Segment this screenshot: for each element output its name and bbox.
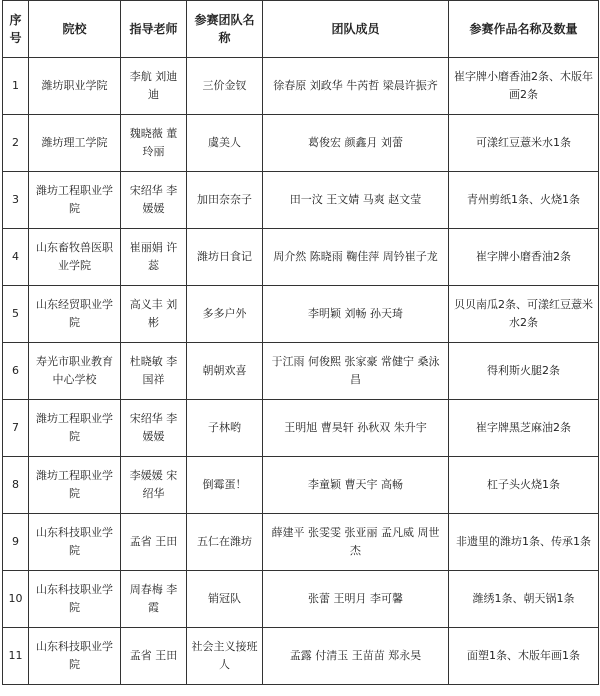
- cell-works: 杠子头火烧1条: [449, 457, 599, 514]
- cell-members: 于江雨 何俊熙 张家豪 常健宁 桑泳昌: [263, 343, 449, 400]
- cell-school: 山东科技职业学院: [29, 628, 121, 685]
- cell-works: 崔字牌小磨香油2条、木版年画2条: [449, 58, 599, 115]
- cell-seq: 5: [3, 286, 29, 343]
- cell-seq: 1: [3, 58, 29, 115]
- cell-teacher: 孟省 王田: [121, 514, 187, 571]
- cell-team: 销冠队: [187, 571, 263, 628]
- cell-works: 青州剪纸1条、火烧1条: [449, 172, 599, 229]
- cell-team: 倒霉蛋！: [187, 457, 263, 514]
- cell-school: 潍坊工程职业学院: [29, 400, 121, 457]
- cell-teacher: 孟省 王田: [121, 628, 187, 685]
- table-row: [3, 514, 599, 571]
- cell-works: 可漾红豆薏米水1条: [449, 115, 599, 172]
- cell-teacher: 宋绍华 李媛媛: [121, 400, 187, 457]
- col-header-works: 参赛作品名称及数量: [449, 1, 599, 58]
- cell-teacher: 李航 刘迪迪: [121, 58, 187, 115]
- cell-teacher: 周春梅 李霞: [121, 571, 187, 628]
- cell-members: 薛建平 张雯雯 张亚丽 孟凡威 周世杰: [263, 514, 449, 571]
- cell-school: 潍坊职业学院: [29, 58, 121, 115]
- cell-team: 五仁在潍坊: [187, 514, 263, 571]
- cell-members: 张蕾 王明月 李可馨: [263, 571, 449, 628]
- cell-school: 潍坊工程职业学院: [29, 172, 121, 229]
- cell-teacher: 李媛媛 宋绍华: [121, 457, 187, 514]
- cell-seq: 8: [3, 457, 29, 514]
- cell-members: 李明颖 刘畅 孙天琦: [263, 286, 449, 343]
- col-header-team: 参赛团队名称: [187, 1, 263, 58]
- col-header-members: 团队成员: [263, 1, 449, 58]
- cell-seq: 6: [3, 343, 29, 400]
- cell-works: 崔字牌黑芝麻油2条: [449, 400, 599, 457]
- cell-school: 潍坊工程职业学院: [29, 457, 121, 514]
- cell-seq: 3: [3, 172, 29, 229]
- cell-members: 周介然 陈晓雨 鞠佳萍 周钤崔子龙: [263, 229, 449, 286]
- cell-teacher: 高义丰 刘彬: [121, 286, 187, 343]
- cell-team: 朝朝欢喜: [187, 343, 263, 400]
- cell-works: 面塑1条、木版年画1条: [449, 628, 599, 685]
- cell-school: 山东畜牧兽医职业学院: [29, 229, 121, 286]
- table-row: [3, 58, 599, 115]
- table-row: [3, 571, 599, 628]
- cell-team: 多多户外: [187, 286, 263, 343]
- cell-school: 山东科技职业学院: [29, 514, 121, 571]
- cell-members: 李童颖 曹天宇 高畅: [263, 457, 449, 514]
- cell-members: 田一汶 王文婧 马爽 赵文莹: [263, 172, 449, 229]
- table-row: [3, 115, 599, 172]
- cell-teacher: 崔丽娟 许蕊: [121, 229, 187, 286]
- cell-teacher: 魏晓薇 董玲丽: [121, 115, 187, 172]
- table-row: [3, 628, 599, 685]
- col-header-school: 院校: [29, 1, 121, 58]
- cell-works: 潍绣1条、朝天锅1条: [449, 571, 599, 628]
- cell-team: 加田奈奈子: [187, 172, 263, 229]
- table-row: [3, 343, 599, 400]
- table-row: [3, 229, 599, 286]
- cell-works: 非遗里的潍坊1条、传承1条: [449, 514, 599, 571]
- cell-team: 潍坊日食记: [187, 229, 263, 286]
- col-header-teacher: 指导老师: [121, 1, 187, 58]
- cell-members: 孟露 付清玉 王苗苗 郑永昊: [263, 628, 449, 685]
- table-row: [3, 172, 599, 229]
- cell-seq: 7: [3, 400, 29, 457]
- cell-seq: 10: [3, 571, 29, 628]
- teams-table: [2, 0, 599, 685]
- table-row: [3, 400, 599, 457]
- table-header-row: [3, 1, 599, 58]
- cell-seq: 11: [3, 628, 29, 685]
- cell-members: 徐春原 刘政华 牛芮哲 梁晨许振齐: [263, 58, 449, 115]
- cell-works: 贝贝南瓜2条、可漾红豆薏米水2条: [449, 286, 599, 343]
- cell-seq: 4: [3, 229, 29, 286]
- cell-school: 山东经贸职业学院: [29, 286, 121, 343]
- table-row: [3, 457, 599, 514]
- cell-team: 子林哟: [187, 400, 263, 457]
- cell-members: 葛俊宏 颜鑫月 刘蕾: [263, 115, 449, 172]
- cell-works: 得利斯火腿2条: [449, 343, 599, 400]
- cell-team: 虞美人: [187, 115, 263, 172]
- cell-seq: 2: [3, 115, 29, 172]
- cell-team: 三价金钗: [187, 58, 263, 115]
- cell-teacher: 宋绍华 李媛媛: [121, 172, 187, 229]
- cell-works: 崔字牌小磨香油2条: [449, 229, 599, 286]
- cell-school: 寿光市职业教育中心学校: [29, 343, 121, 400]
- cell-school: 潍坊理工学院: [29, 115, 121, 172]
- cell-school: 山东科技职业学院: [29, 571, 121, 628]
- table-row: [3, 286, 599, 343]
- cell-team: 社会主义接班人: [187, 628, 263, 685]
- col-header-seq: 序号: [3, 1, 29, 58]
- cell-seq: 9: [3, 514, 29, 571]
- cell-teacher: 杜晓敏 李国祥: [121, 343, 187, 400]
- cell-members: 王明旭 曹昊轩 孙秋双 朱升宇: [263, 400, 449, 457]
